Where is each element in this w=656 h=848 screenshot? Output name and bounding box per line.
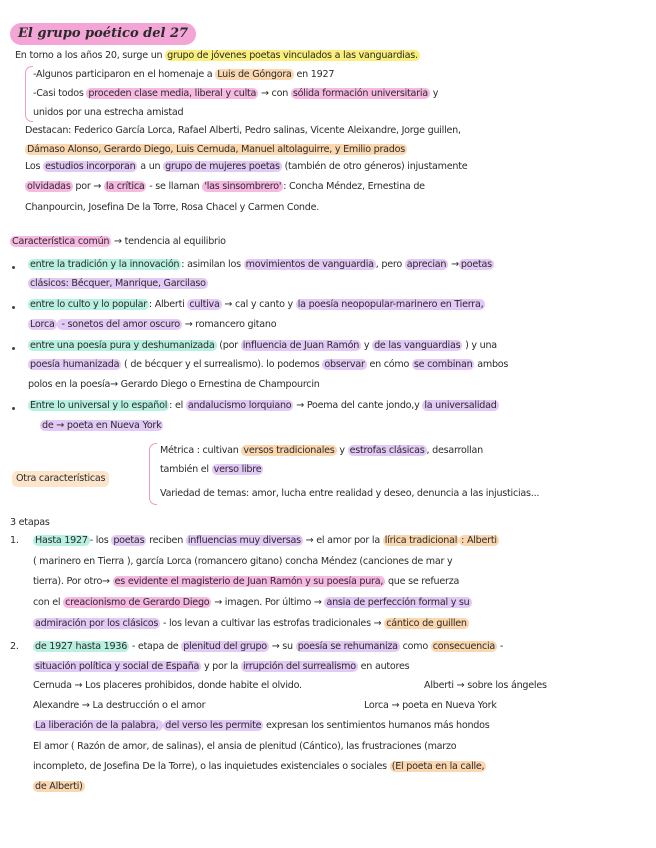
etapa-number: 2. [10, 641, 19, 652]
bullet-dot [12, 407, 15, 410]
otras-bracket [149, 443, 157, 505]
etapa-line: de Alberti) [35, 781, 83, 792]
intro-line: Chanpourcin, Josefina De la Torre, Rosa Chacel y Carmen Conde. [25, 202, 320, 213]
bullet-line: entre la tradición y la innovación : asimilan los movimientos de vanguardia , pero aprecian → poetas [30, 259, 492, 270]
etapa-line: situación política y social de España y por la irrupción del surrealismo en autores [35, 661, 410, 672]
etapa-line: El amor ( Razón de amor, de salinas), el ansia de plenitud (Cántico), las frustraciones (marzo [33, 741, 457, 752]
intro-bracket [25, 66, 33, 122]
bullet-line: Lorca - sonetos del amor oscuro → romancero gitano [30, 319, 277, 330]
etapa-line: Alberti → sobre los ángeles [424, 680, 547, 691]
section-heading: 3 etapas [10, 517, 50, 528]
etapa-line: incompleto, de Josefina De la Torre), o las inquietudes existenciales o sociales (El poeta en la calle, [33, 761, 485, 772]
bullet-line: entre una poesía pura y deshumanizada (por influencia de Juan Ramón y de las vanguardias ) y una [30, 340, 497, 351]
intro-line: Los estudios incorporan a un grupo de mujeres poetas (también de otro géneros) injustamente [25, 161, 468, 172]
bullet-line: polos en la poesía→ Gerardo Diego o Ernestina de Champourcin [28, 379, 320, 390]
etapa-line: con el creacionismo de Gerardo Diego → imagen. Por último → ansia de perfección formal y su [33, 597, 470, 608]
intro-line: En torno a los años 20, surge un grupo de jóvenes poetas vinculados a las vanguardias. [15, 50, 418, 61]
page-title: El grupo poético del 27 [10, 23, 196, 45]
section-heading: Característica común → tendencia al equilibrio [12, 236, 226, 247]
bullet-dot [12, 347, 15, 350]
bullet-dot [12, 266, 15, 269]
intro-line: unidos por una estrecha amistad [33, 107, 184, 118]
etapa-number: 1. [10, 535, 19, 546]
etapa-line: admiración por los clásicos - los levan a cultivar las estrofas tradicionales → cántico de guillen [35, 618, 467, 629]
bullet-dot [12, 306, 15, 309]
otras-line: también el verso libre [160, 464, 262, 475]
bullet-line: Entre lo universal y lo español : el andalucismo lorquiano → Poema del cante jondo,y la universalidad [30, 400, 497, 411]
intro-line: -Casi todos proceden clase media, liberal y culta → con sólida formación universitaria y [33, 88, 439, 99]
etapa-line: La liberación de la palabra, del verso les permite expresan los sentimientos humanos más hondos [35, 720, 490, 731]
etapa-line: Alexandre → La destrucción o el amor [33, 700, 206, 711]
intro-line: olvidadas por → la crítica - se llaman 'las sinsombrero' : Concha Méndez, Ernestina de [27, 181, 425, 192]
intro-line: -Algunos participaron en el homenaje a Luis de Góngora en 1927 [33, 69, 335, 80]
otras-line: Métrica : cultivan versos tradicionales y estrofas clásicas , desarrollan [160, 445, 483, 456]
bullet-line: poesía humanizada ( de bécquer y el surrealismo). lo podemos observar en cómo se combinan ambos [30, 359, 509, 370]
otras-line: Variedad de temas: amor, lucha entre realidad y deseo, denuncia a las injusticias... [160, 488, 540, 499]
etapa-line: ( marinero en Tierra ), garcía Lorca (romancero gitano) concha Méndez (canciones de mar y [33, 556, 453, 567]
intro-line: Dámaso Alonso, Gerardo Diego, Luis Cernuda, Manuel altolaguirre, y Emilio prados [27, 144, 406, 155]
etapa-line: tierra). Por otro→ es evidente el magisterio de Juan Ramón y su poesía pura, que se refuerza [33, 576, 460, 587]
bullet-line: de → poeta en Nueva York [42, 420, 162, 431]
etapa-line: de 1927 hasta 1936 - etapa de plenitud del grupo → su poesía se rehumaniza como consecuencia - [35, 641, 504, 652]
bullet-line: clásicos: Bécquer, Manrique, Garcilaso [30, 278, 206, 289]
etapa-line: Cernuda → Los placeres prohibidos, donde habite el olvido. [33, 680, 302, 691]
etapa-line: Lorca → poeta en Nueva York [364, 700, 497, 711]
intro-line: Destacan: Federico García Lorca, Rafael Alberti, Pedro salinas, Vicente Aleixandre, Jorge guillen, [25, 125, 461, 136]
otras-label: Otra características [12, 471, 109, 487]
etapa-line: Hasta 1927 - los poetas reciben influencias muy diversas → el amor por la lírica tradicional : Alberti [35, 535, 497, 546]
bullet-line: entre lo culto y lo popular : Alberti cultiva → cal y canto y la poesía neopopular-marinero en Tierra, [30, 299, 484, 310]
